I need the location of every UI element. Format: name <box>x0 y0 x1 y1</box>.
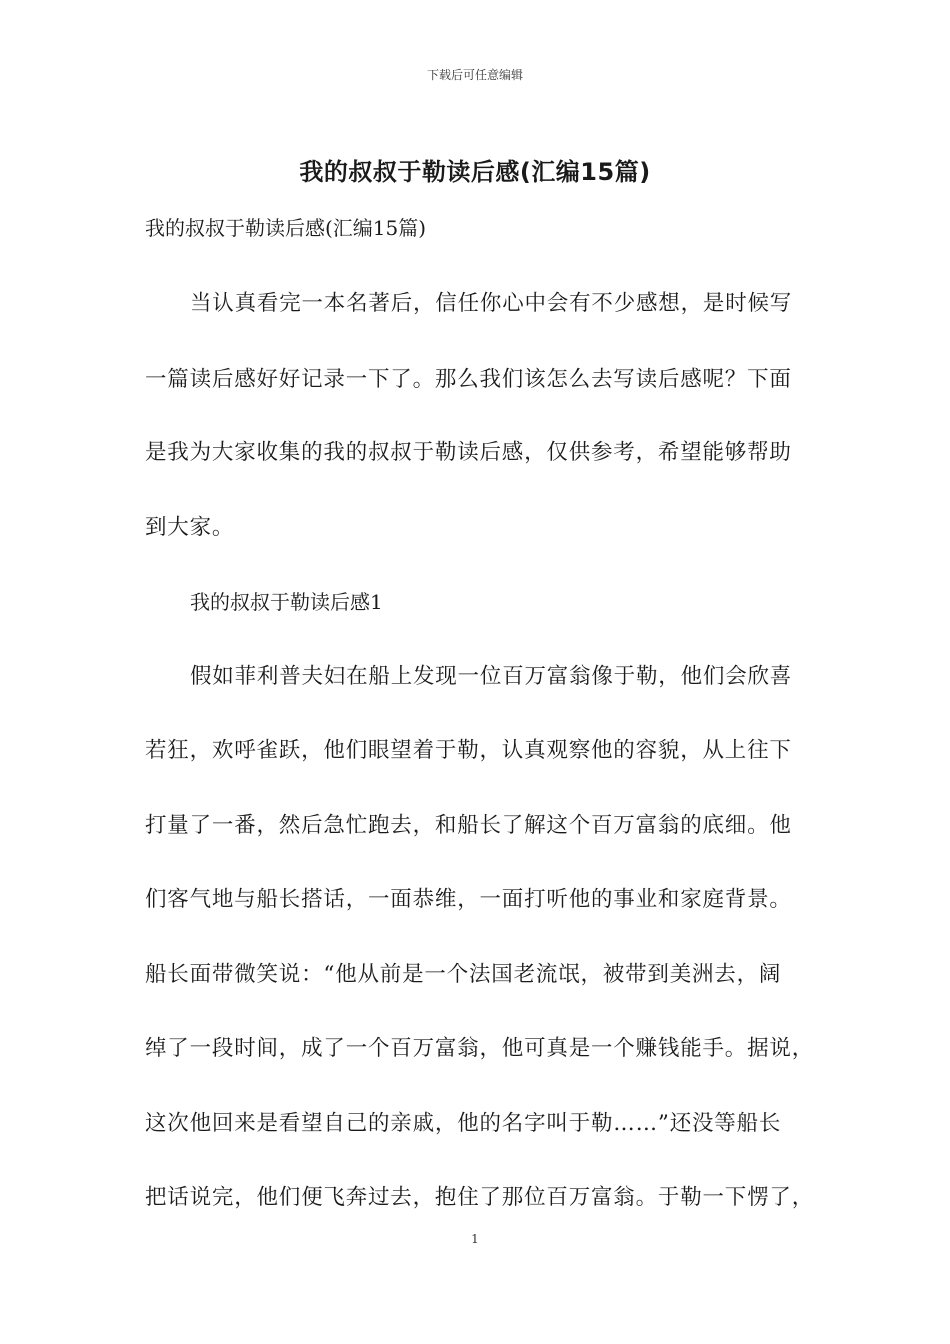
body-line-5: 船长面带微笑说：“他从前是一个法国老流氓，被带到美洲去，阔 <box>145 962 782 987</box>
body-line-2: 若狂，欢呼雀跃，他们眼望着于勒，认真观察他的容貌，从上往下 <box>145 738 792 763</box>
intro-line-1: 当认真看完一本名著后，信任你心中会有不少感想，是时候写 <box>190 291 793 316</box>
intro-line-3: 是我为大家收集的我的叔叔于勒读后感，仅供参考，希望能够帮助 <box>145 440 792 465</box>
intro-line-4: 到大家。 <box>145 515 235 540</box>
body-line-7: 这次他回来是看望自己的亲戚，他的名字叫于勒……”还没等船长 <box>145 1111 782 1136</box>
page-number: 1 <box>471 1232 479 1246</box>
document-title: 我的叔叔于勒读后感(汇编15篇) <box>299 158 651 186</box>
body-line-4: 们客气地与船长搭话，一面恭维，一面打听他的事业和家庭背景。 <box>145 887 792 912</box>
body-line-6: 绰了一段时间，成了一个百万富翁，他可真是一个赚钱能手。据说， <box>145 1036 815 1061</box>
section-heading: 我的叔叔于勒读后感1 <box>190 590 383 614</box>
header-note: 下载后可任意编辑 <box>426 68 523 82</box>
body-line-3: 打量了一番，然后急忙跑去，和船长了解这个百万富翁的底细。他 <box>145 813 792 838</box>
document-subtitle: 我的叔叔于勒读后感(汇编15篇) <box>145 216 427 240</box>
intro-line-2: 一篇读后感好好记录一下了。那么我们该怎么去写读后感呢？下面 <box>145 367 792 392</box>
body-line-8: 把话说完，他们便飞奔过去，抱住了那位百万富翁。于勒一下愣了， <box>145 1185 815 1210</box>
body-line-1: 假如菲利普夫妇在船上发现一位百万富翁像于勒，他们会欣喜 <box>190 664 793 689</box>
